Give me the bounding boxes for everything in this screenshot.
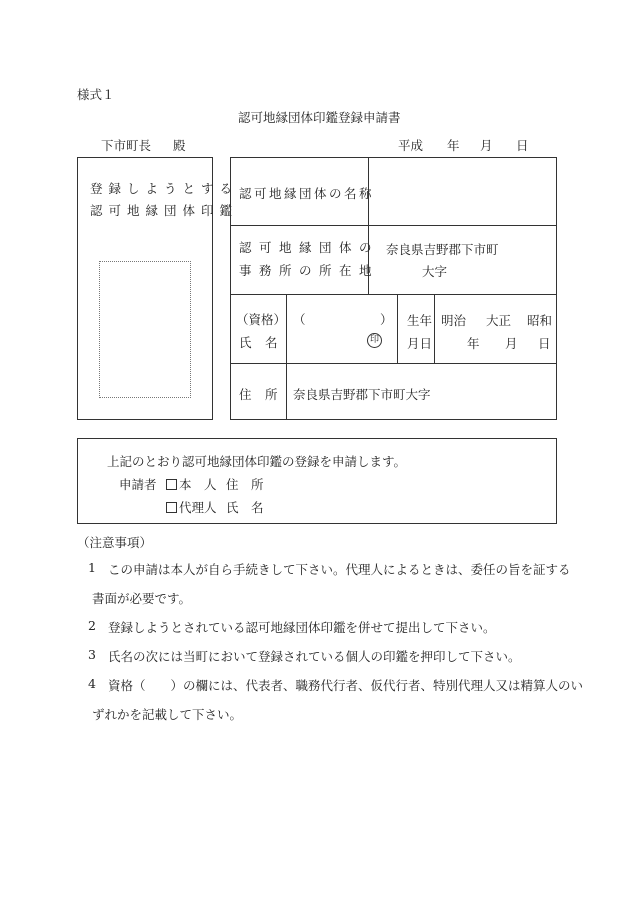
- row-divider-2: [230, 294, 557, 295]
- address-value[interactable]: 奈良県吉野郡下市町大字: [293, 387, 431, 402]
- form-number: 様式１: [77, 87, 115, 102]
- applicant-proxy-option[interactable]: [166, 498, 217, 516]
- qualification-label: （資格）: [236, 312, 287, 327]
- note-3-line1: 氏名の次には当町において登録されている個人の印鑑を押印して下さい。: [108, 649, 521, 664]
- qualification-paren-close: ）: [380, 312, 393, 327]
- seal-mark-icon: 印: [367, 333, 382, 348]
- office-label-line1: 認可地縁団体の: [239, 240, 380, 255]
- note-2-line1: 登録しようとされている認可地縁団体印鑑を併せて提出して下さい。: [108, 620, 496, 635]
- address-label-char2: 所: [265, 387, 278, 402]
- note-3-number: 3: [88, 647, 96, 662]
- applicant-self-option[interactable]: [166, 475, 217, 493]
- birth-month: 月: [505, 336, 518, 351]
- date-era: 平成: [398, 138, 424, 153]
- form-title: 認可地縁団体印鑑登録申請書: [238, 110, 401, 125]
- proxy-label: 代理人: [179, 500, 217, 515]
- date-year: 年: [447, 138, 460, 153]
- row-divider-3: [230, 363, 557, 364]
- notes-heading: （注意事項）: [77, 535, 153, 550]
- name-label-char1: 氏: [239, 335, 252, 350]
- org-name-field[interactable]: [372, 160, 552, 222]
- org-name-label: 認可地縁団体の名称: [239, 186, 375, 201]
- col-divider-name-value: [397, 294, 398, 363]
- note-1-line2: 書面が必要です。: [92, 591, 192, 606]
- name-label-char2: 名: [265, 335, 278, 350]
- seal-section-line1: 登録しようとする: [90, 181, 239, 196]
- era-meiji[interactable]: 明治: [441, 313, 467, 328]
- era-showa[interactable]: 昭和: [527, 313, 553, 328]
- application-statement: 上記のとおり認可地縁団体印鑑の登録を申請します。: [107, 454, 407, 469]
- row-divider-1: [230, 225, 557, 226]
- era-taisho[interactable]: 大正: [486, 313, 512, 328]
- office-address-line2[interactable]: 大字: [422, 264, 448, 279]
- note-4-line2: ずれかを記載して下さい。: [92, 707, 243, 722]
- address-label-char1: 住: [239, 387, 252, 402]
- birth-label-line2: 月日: [407, 336, 433, 351]
- self-checkbox[interactable]: [166, 479, 177, 490]
- office-address-line1[interactable]: 奈良県吉野郡下市町: [386, 242, 499, 257]
- applicant-label: 申請者: [119, 477, 157, 492]
- seal-section-line2: 認可地縁団体印鑑: [90, 203, 239, 218]
- note-1-line1: この申請は本人が自ら手続きして下さい。代理人によるときは、委任の旨を証する: [108, 562, 571, 577]
- date-month: 月: [480, 138, 493, 153]
- note-4-number: 4: [88, 676, 96, 691]
- note-2-number: 2: [88, 618, 96, 633]
- birth-day: 日: [538, 336, 551, 351]
- proxy-field-label: 氏 名: [226, 500, 264, 515]
- note-1-number: 1: [88, 560, 96, 575]
- self-field-label: 住 所: [226, 477, 264, 492]
- office-label-line2: 事務所の所在地: [239, 263, 380, 278]
- honorific: 殿: [173, 138, 186, 153]
- birth-label-line1: 生年: [407, 313, 433, 328]
- note-4-line1: 資格（ ）の欄には、代表者、職務代行者、仮代行者、特別代理人又は精算人のい: [108, 678, 584, 693]
- proxy-checkbox[interactable]: [166, 502, 177, 513]
- seal-impression-area[interactable]: [99, 261, 191, 398]
- col-divider-name-label: [286, 294, 287, 420]
- col-divider-birth-label: [434, 294, 435, 363]
- self-label: 本 人: [179, 477, 217, 492]
- birth-year: 年: [467, 336, 480, 351]
- qualification-paren-open: （: [293, 312, 306, 327]
- date-day: 日: [516, 138, 529, 153]
- addressee: 下市町長: [101, 138, 152, 153]
